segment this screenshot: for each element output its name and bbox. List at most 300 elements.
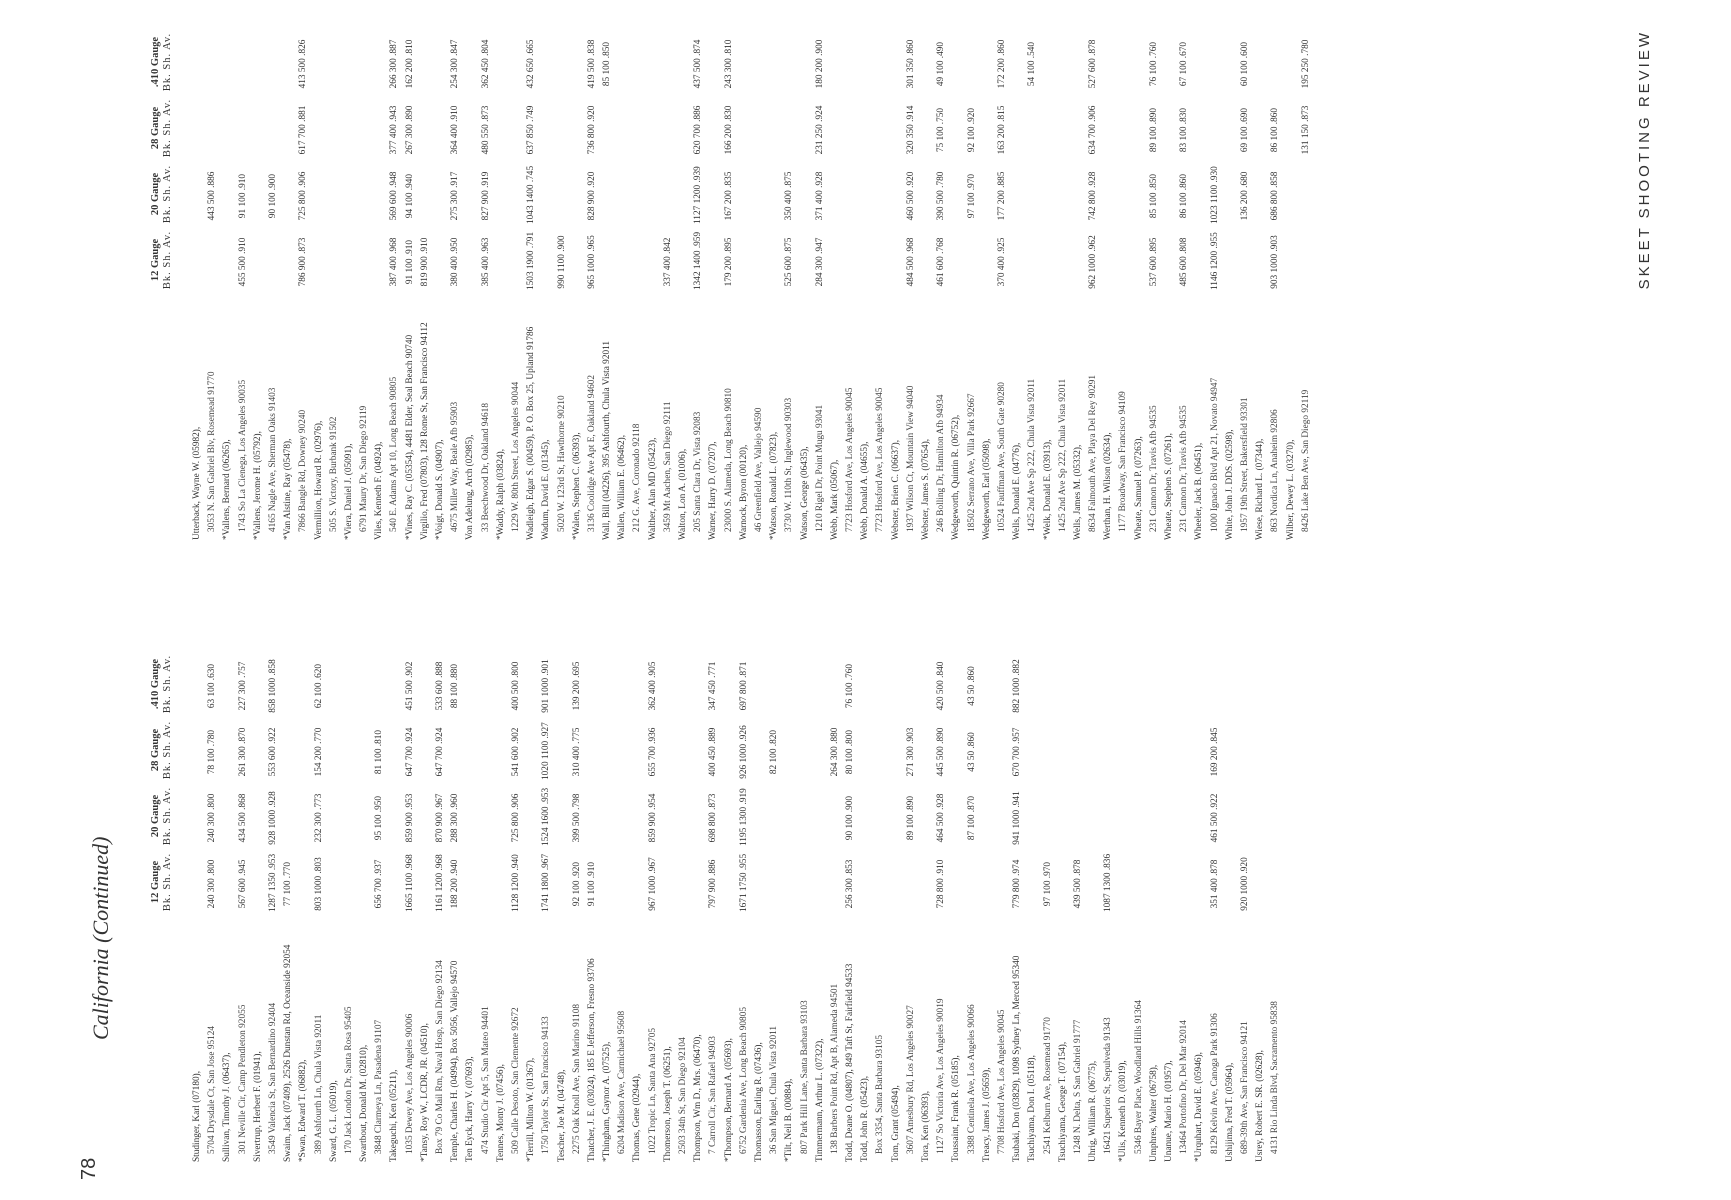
entry-address-row — [1268, 642, 1283, 1162]
entry-name-row — [615, 20, 630, 540]
shooter-address: 18502 Serrano Ave, Villa Park 92667 — [966, 393, 977, 532]
entry-address-row — [904, 642, 919, 1162]
shooter-name: Sullivan, Timothy J. (06437), — [222, 1052, 233, 1162]
entry-address-row — [327, 20, 342, 540]
shooter-address: 46 Greenfield Ave, Vallejo 94590 — [753, 407, 764, 532]
shooter-address: 2503 34th St, San Diego 92104 — [678, 1037, 688, 1154]
score-20-gauge: 698 800 .873 — [708, 793, 719, 843]
shooter-name: Temple, Charles H. (04994), Box 5056, Vallejo 94570 — [450, 960, 461, 1162]
score-12-gauge: 990 1100 .900 — [556, 235, 567, 289]
entry-address-row — [813, 20, 828, 540]
entry-address-row — [965, 20, 980, 540]
right-rows — [190, 20, 1314, 540]
shooter-name: Virgilio, Fred (07803), 128 Rome St, San Francisco 94112 — [419, 322, 430, 540]
score-20-gauge: 275 300 .917 — [450, 171, 461, 221]
score-20-gauge: 232 300 .773 — [313, 793, 324, 843]
entry-name-row — [1253, 642, 1268, 1162]
entry-name-row — [1056, 642, 1071, 1162]
shooter-name: Todd, John R. (05423), — [860, 1075, 871, 1162]
shooter-address: 2541 Kelburn Ave, Rosemead 91770 — [1042, 1017, 1053, 1154]
entry-address-row — [706, 642, 721, 1162]
shooter-name: Ten Eyck, Harry V. (07693), — [465, 1056, 476, 1162]
shooter-address: 1750 Taylor St, San Francisco 94133 — [541, 1016, 552, 1154]
score-20-gauge: 94 100 .940 — [404, 173, 415, 219]
score-20-gauge: 1524 1600 .953 — [541, 787, 552, 846]
entry-name-row — [722, 642, 737, 1162]
shooter-address: 1743 So La Cienega, Los Angeles 90035 — [237, 379, 248, 532]
score-410-gauge: 43 50 .860 — [966, 666, 977, 706]
score-12-gauge: 351 400 .878 — [1209, 859, 1220, 909]
score-28-gauge: 1020 1100 .927 — [541, 722, 552, 780]
shooter-name: Studinger, Karl (07180), — [192, 1070, 202, 1162]
shooter-address: 1000 Ignacio Blvd Apt 21, Novato 94947 — [1209, 377, 1220, 532]
score-410-gauge: 533 600 .888 — [435, 661, 445, 711]
entry-name-row — [600, 20, 615, 540]
score-28-gauge: 154 200 .770 — [313, 727, 324, 777]
entry-name-row — [1071, 20, 1086, 540]
entry-name-row — [1192, 642, 1207, 1162]
shooter-name: Sivertrup, Herbert F. (01941), — [252, 1051, 263, 1162]
entry-address-row — [615, 642, 630, 1162]
score-410-gauge: 419 500 .838 — [586, 39, 597, 89]
entry-address-row — [661, 20, 676, 540]
score-410-gauge: 162 200 .810 — [404, 39, 415, 89]
entry-address-row — [843, 20, 858, 540]
entry-name-row — [418, 20, 433, 540]
shooter-address: 3549 Valencia St, San Bernardino 92404 — [267, 1002, 278, 1154]
shooter-name: Thompson, Wm D., Mrs. (06470), — [693, 1034, 704, 1162]
entry-address-row — [798, 642, 813, 1162]
score-20-gauge: 870 900 .967 — [435, 793, 445, 843]
shooter-address: 689-39th Ave, San Francisco 94121 — [1239, 1021, 1250, 1154]
entry-address-row — [1238, 642, 1253, 1162]
shooter-address: 36 San Miguel, Chula Vista 92011 — [769, 1025, 780, 1154]
score-410-gauge: 54 100 .540 — [1027, 41, 1038, 87]
score-28-gauge: 261 300 .870 — [237, 727, 248, 777]
entry-name-row — [585, 642, 600, 1162]
entry-name-row — [752, 642, 767, 1162]
entry-address-row — [691, 20, 706, 540]
entry-name-row — [524, 20, 539, 540]
shooter-name: Tsuchiyama, Don I. (05118), — [1027, 1055, 1038, 1162]
score-20-gauge: 434 500 .868 — [237, 793, 248, 843]
entry-address-row — [782, 20, 797, 540]
entry-address-row — [1116, 20, 1131, 540]
score-410-gauge: 901 1000 .901 — [541, 659, 552, 713]
shooter-name: *Van Alstine, Ray (05478), — [283, 438, 294, 540]
entry-name-row — [949, 20, 964, 540]
header-20-gauge: 20 Gauge Bk. Sh. Av. — [150, 786, 173, 846]
entry-name-row — [1116, 642, 1131, 1162]
entry-name-row — [494, 642, 509, 1162]
shooter-address: 3848 Clarmeya Ln, Pasadena 91107 — [374, 1019, 385, 1154]
shooter-name: Timmermann, Arthur L. (07322), — [814, 1038, 825, 1162]
score-12-gauge: 786 900 .873 — [298, 237, 309, 287]
shooter-address: 3459 Mt Aachen, San Diego 92111 — [662, 401, 673, 532]
shooter-name: Tsuchiyama, George T. (07154), — [1057, 1041, 1068, 1162]
entry-name-row — [418, 642, 433, 1162]
score-12-gauge: 537 600 .895 — [1148, 237, 1159, 287]
score-12-gauge: 797 900 .886 — [708, 859, 719, 909]
entry-name-row — [190, 20, 205, 540]
entry-name-row — [403, 20, 418, 540]
score-12-gauge: 240 300 .800 — [207, 859, 218, 909]
score-12-gauge: 455 500 .910 — [237, 237, 248, 287]
entry-address-row — [1025, 20, 1040, 540]
score-12-gauge: 819 900 .910 — [419, 237, 430, 287]
score-410-gauge: 85 100 .850 — [602, 41, 613, 87]
shooter-name: Tora, Ken (06393), — [921, 1090, 931, 1162]
entry-address-row — [1177, 20, 1192, 540]
shooter-name: *Welk, Donald E. (03913), — [1042, 439, 1053, 540]
score-20-gauge: 1043 1400 .745 — [526, 165, 537, 224]
shooter-name: *Watson, Ronald L. (07823), — [769, 431, 780, 540]
shooter-address: 4675 Miller Way, Beale Afb 95903 — [450, 401, 461, 532]
entry-name-row — [1025, 642, 1040, 1162]
score-20-gauge: 828 900 .920 — [586, 171, 597, 221]
entry-name-row — [433, 20, 448, 540]
score-20-gauge: 91 100 .910 — [237, 173, 248, 219]
shooter-address: 10524 Fauffman Ave, South Gate 90280 — [996, 382, 1007, 532]
score-20-gauge: 85 100 .850 — [1148, 173, 1159, 219]
score-12-gauge: 728 800 .910 — [936, 859, 947, 909]
score-20-gauge: 97 100 .970 — [966, 173, 977, 219]
shooter-name: Sward, G. L. (05019), — [328, 1080, 339, 1162]
score-410-gauge: 527 600 .878 — [1088, 39, 1099, 89]
score-20-gauge: 90 100 .900 — [845, 795, 856, 841]
score-12-gauge: 1128 1200 .940 — [510, 854, 521, 912]
score-12-gauge: 1161 1200 .968 — [435, 854, 445, 912]
score-20-gauge: 464 500 .928 — [936, 793, 947, 843]
score-28-gauge: 92 100 .920 — [966, 107, 977, 153]
shooter-address: 8634 Falmouth Ave, Playa Del Rey 90291 — [1088, 374, 1099, 532]
entry-name-row — [372, 20, 387, 540]
score-12-gauge: 256 300 .853 — [845, 859, 856, 909]
entry-name-row — [782, 642, 797, 1162]
score-20-gauge: 443 500 .886 — [207, 171, 218, 221]
score-20-gauge: 725 800 .906 — [298, 171, 309, 221]
entry-address-row — [387, 20, 402, 540]
score-20-gauge: 742 800 .928 — [1088, 171, 1099, 221]
score-28-gauge: 670 700 .957 — [1012, 727, 1023, 777]
score-20-gauge: 859 900 .954 — [647, 793, 658, 843]
entry-name-row — [889, 642, 904, 1162]
score-20-gauge: 95 100 .950 — [374, 795, 385, 841]
score-12-gauge: 188 200 .940 — [450, 859, 461, 909]
score-12-gauge: 91 100 .910 — [586, 861, 597, 907]
entry-name-row — [1162, 20, 1177, 540]
entry-name-row — [251, 642, 266, 1162]
shooter-address: 1177 Broadway, San Francisco 94109 — [1118, 391, 1129, 532]
entry-address-row — [372, 642, 387, 1162]
score-20-gauge: 90 100 .900 — [267, 173, 278, 219]
score-28-gauge: 736 800 .920 — [586, 105, 597, 155]
shooter-address: 1425 2nd Ave Sp 222, Chula Vista 92011 — [1027, 378, 1038, 532]
shooter-name: Wheeler, Jack B. (06451), — [1194, 442, 1205, 540]
score-12-gauge: 77 100 .770 — [283, 861, 294, 907]
shooter-name: *Voigt, Donald S. (04907), — [435, 439, 445, 540]
entry-name-row — [767, 20, 782, 540]
shooter-address: 509 Calle Desoto, San Clemente 92672 — [510, 1007, 521, 1154]
shooter-address: 389 Ashfourth Ln, Chula Vista 92011 — [313, 1014, 324, 1154]
score-12-gauge: 1741 1800 .967 — [541, 853, 552, 912]
entry-name-row — [828, 20, 843, 540]
shooter-address: 1210 Rigel Dr, Point Mugu 93041 — [814, 404, 825, 532]
shooter-name: Tescher, Joe M. (04748), — [556, 1069, 567, 1162]
entry-address-row — [1208, 20, 1223, 540]
entry-name-row — [190, 642, 205, 1162]
column-headers — [150, 20, 184, 540]
shooter-name: Werthan, H. Wilson (02634), — [1103, 432, 1114, 540]
shooter-name: *Vallens, Bernard (06265), — [222, 439, 233, 540]
page-number: 78 — [78, 1157, 100, 1180]
entry-name-row — [919, 20, 934, 540]
entry-name-row — [661, 642, 676, 1162]
shooter-name: Tom, Grant (05494), — [890, 1085, 901, 1162]
entry-name-row — [646, 20, 661, 540]
entry-name-row — [463, 642, 478, 1162]
score-12-gauge: 97 100 .970 — [1042, 861, 1053, 907]
score-12-gauge: 1671 1750 .955 — [738, 853, 749, 912]
entry-name-row — [1223, 642, 1238, 1162]
score-28-gauge: 926 1000 .926 — [738, 725, 749, 779]
shooter-address: 1248 N. Delta, S San Gabriel 91777 — [1072, 1019, 1083, 1154]
entry-address-row — [1056, 20, 1071, 540]
shooter-name: *Vines, Ray C. (05354), 4481 Elder, Seal Beach 90740 — [404, 334, 415, 540]
shooter-name: Watson, George (06435), — [799, 446, 810, 540]
shooter-address: 1425 2nd Ave Sp 222, Chula Vista 92011 — [1057, 378, 1068, 532]
score-28-gauge: 647 700 .924 — [404, 727, 415, 777]
entry-name-row — [919, 642, 934, 1162]
shooter-address: 8426 Lake Ben Ave, San Diego 92119 — [1300, 389, 1311, 532]
entry-name-row — [889, 20, 904, 540]
header-28-gauge: 28 Gauge Bk. Sh. Av. — [150, 720, 173, 780]
shooter-name: Webster, James S. (07654), — [921, 438, 931, 540]
entry-name-row — [281, 20, 296, 540]
score-410-gauge: 243 300 .810 — [723, 39, 734, 89]
entry-name-row — [813, 642, 828, 1162]
shooter-address: 231 Cannon Dr, Travis Afb 94535 — [1179, 405, 1190, 532]
shooter-address: 7866 Bangle Rd, Downey 90240 — [298, 409, 309, 532]
score-410-gauge: 63 100 .630 — [207, 663, 218, 709]
score-410-gauge: 180 200 .900 — [814, 39, 825, 89]
score-410-gauge: 76 100 .760 — [845, 663, 856, 709]
shooter-address: 205 Santa Clara Dr, Vista 92083 — [693, 411, 704, 532]
entry-name-row — [570, 20, 585, 540]
score-12-gauge: 179 200 .895 — [723, 237, 734, 287]
header-12-gauge: 12 Gauge Bk. Sh. Av. — [150, 230, 173, 290]
entry-name-row — [539, 20, 554, 540]
score-28-gauge: 163 200 .815 — [996, 105, 1007, 155]
entry-address-row — [934, 20, 949, 540]
shooter-name: Von Adelung, Arch (02985), — [465, 434, 476, 540]
score-28-gauge: 69 100 .690 — [1239, 107, 1250, 153]
score-12-gauge: 656 700 .937 — [374, 859, 385, 909]
shooter-name: *Thingham, Gaynor A. (07525), — [602, 1041, 613, 1162]
entry-address-row — [296, 20, 311, 540]
entry-address-row — [570, 642, 585, 1162]
shooter-address: 138 Barbers Point Rd, Apt B, Alameda 94501 — [829, 983, 840, 1154]
score-12-gauge: 484 500 .968 — [905, 237, 916, 287]
entry-name-row — [691, 642, 706, 1162]
shooter-name: Uhrig, William R. (06775), — [1088, 1060, 1099, 1162]
shooter-address: 1035 Dewey Ave, Los Angeles 90006 — [404, 1013, 415, 1154]
entry-address-row — [357, 20, 372, 540]
shooter-name: Walther, Alan MD (05423), — [647, 437, 658, 540]
shooter-name: Wells, James M. (05332), — [1072, 444, 1083, 540]
score-12-gauge: 92 100 .920 — [571, 861, 582, 907]
entry-address-row — [1238, 20, 1253, 540]
shooter-name: Tennes, Monty J. (07456), — [495, 1064, 506, 1162]
entry-name-row — [1147, 642, 1162, 1162]
shooter-address: 33 Beechwood Dr, Oakland 94618 — [480, 403, 491, 532]
entry-address-row — [509, 642, 524, 1162]
entry-name-row — [1132, 20, 1147, 540]
entry-name-row — [1086, 642, 1101, 1162]
shooter-address: 1022 Tropic Ln, Santa Ana 92705 — [647, 1027, 658, 1154]
entry-name-row — [676, 20, 691, 540]
entry-name-row — [600, 642, 615, 1162]
score-410-gauge: 451 500 .902 — [404, 661, 415, 711]
shooter-name: Thomasson, Earling R. (07436), — [753, 1042, 764, 1162]
score-28-gauge: 445 500 .890 — [936, 727, 947, 777]
entry-address-row — [1299, 20, 1314, 540]
shooter-address: 7723 Hosford Ave, Los Angeles 90045 — [875, 387, 886, 532]
score-12-gauge: 965 1000 .965 — [586, 235, 597, 289]
entry-address-row — [236, 642, 251, 1162]
score-20-gauge: 859 900 .953 — [404, 793, 415, 843]
score-20-gauge: 460 500 .920 — [905, 171, 916, 221]
entry-name-row — [342, 20, 357, 540]
column-headers — [150, 642, 184, 1162]
score-28-gauge: 267 300 .890 — [404, 105, 415, 155]
score-28-gauge: 541 600 .902 — [510, 727, 521, 777]
score-28-gauge: 75 100 .750 — [936, 107, 947, 153]
entry-name-row — [1010, 20, 1025, 540]
score-12-gauge: 380 400 .950 — [450, 237, 461, 287]
header-28-gauge: 28 Gauge Bk. Sh. Av. — [150, 98, 173, 158]
score-410-gauge: 882 1000 .882 — [1012, 659, 1023, 713]
score-12-gauge: 567 600 .945 — [237, 859, 248, 909]
entry-address-row — [1071, 642, 1086, 1162]
shooter-address: 16421 Superior St, Sepulveda 91343 — [1103, 1017, 1114, 1154]
score-12-gauge: 1146 1200 .955 — [1209, 232, 1220, 290]
entry-name-row — [357, 642, 372, 1162]
entry-name-row — [555, 642, 570, 1162]
score-28-gauge: 131 150 .873 — [1300, 105, 1311, 155]
entry-address-row — [433, 642, 448, 1162]
entry-address-row — [312, 642, 327, 1162]
shooter-name: Takeguchi, Ken (05211), — [389, 1069, 400, 1162]
score-12-gauge: 337 400 .842 — [662, 237, 673, 287]
shooter-name: *Vallens, Jerome H. (05792), — [252, 431, 263, 540]
entry-name-row — [220, 642, 235, 1162]
shooter-address: 5020 W. 123rd St, Hawthorne 90210 — [556, 395, 567, 532]
score-12-gauge: 387 400 .968 — [389, 237, 400, 287]
shooter-address: 246 Bolling Dr, Hamilton Afb 94934 — [936, 394, 947, 532]
score-28-gauge: 81 100 .810 — [374, 729, 385, 775]
shooter-address: 863 Nordica Ln, Anaheim 92806 — [1270, 409, 1281, 532]
shooter-address: 1127 So Victoria Ave, Los Angeles 90019 — [936, 998, 947, 1154]
entry-address-row — [873, 20, 888, 540]
entry-address-row — [555, 20, 570, 540]
shooter-name: Wheate, Stephen S. (07261), — [1164, 433, 1174, 540]
entry-name-row — [1101, 20, 1116, 540]
entry-name-row — [1284, 20, 1299, 540]
shooter-name: Umphres, Walter (06758), — [1148, 1064, 1159, 1162]
shooter-name: *Urquhart, David E. (05946), — [1194, 1052, 1205, 1162]
shooter-name: Ushijima, Fred T. (05964), — [1224, 1062, 1235, 1162]
entry-address-row — [236, 20, 251, 540]
shooter-name: Thatcher, J. E. (03024), 185 E Jefferson, Fresno 93706 — [586, 958, 597, 1162]
shooter-address: 6752 Gardenia Ave, Long Beach 90805 — [738, 1007, 749, 1154]
score-410-gauge: 76 100 .760 — [1148, 41, 1159, 87]
entry-name-row — [1253, 20, 1268, 540]
entry-address-row — [646, 642, 661, 1162]
shooter-name: Warner, Harry D. (07207), — [708, 441, 719, 540]
shooter-address: 4165 Nagle Ave, Sherman Oaks 91403 — [267, 387, 278, 532]
entry-address-row — [828, 642, 843, 1162]
entry-name-row — [1192, 20, 1207, 540]
entry-address-row — [1101, 642, 1116, 1162]
entry-name-row — [630, 642, 645, 1162]
score-20-gauge: 461 500 .922 — [1209, 793, 1220, 843]
score-20-gauge: 1127 1200 .939 — [693, 166, 704, 224]
entry-name-row — [327, 642, 342, 1162]
score-28-gauge: 264 300 .880 — [829, 727, 840, 777]
score-20-gauge: 86 100 .860 — [1179, 173, 1190, 219]
score-12-gauge: 439 500 .878 — [1072, 859, 1083, 909]
shooter-name: Webb, Mark (05067), — [829, 459, 840, 540]
section-title: California (Continued) — [88, 836, 113, 1040]
score-20-gauge: 827 900 .919 — [480, 171, 491, 221]
entry-name-row — [798, 20, 813, 540]
score-410-gauge: 362 450 .804 — [480, 39, 491, 89]
score-12-gauge: 485 600 .808 — [1179, 237, 1190, 287]
score-12-gauge: 525 600 .875 — [784, 237, 795, 287]
score-410-gauge: 88 100 .880 — [450, 663, 461, 709]
shooter-name: *Thompson, Bernard A. (05693), — [723, 1038, 734, 1162]
shooter-address: 301 Neville Cir, Camp Pendleton 92055 — [237, 1004, 248, 1154]
score-410-gauge: 301 350 .860 — [905, 39, 916, 89]
entry-name-row — [1041, 20, 1056, 540]
shooter-name: Toussaint, Frank R. (05185), — [951, 1055, 962, 1162]
shooter-address: 3730 W. 110th St, Inglewood 90303 — [784, 397, 795, 532]
score-12-gauge: 779 800 .974 — [1012, 859, 1023, 909]
entry-address-row — [479, 642, 494, 1162]
score-20-gauge: 136 200 .680 — [1239, 171, 1250, 221]
score-28-gauge: 553 600 .922 — [267, 727, 278, 777]
entry-name-row — [312, 20, 327, 540]
shooter-name: *Ulis, Kenneth D. (03019), — [1118, 1060, 1129, 1162]
shooter-address: 1937 Wilson Ct, Mountain View 94040 — [905, 385, 916, 532]
shooter-name: *Waddy, Ralph (03824), — [495, 448, 506, 540]
score-28-gauge: 83 100 .830 — [1179, 107, 1190, 153]
shooter-address: 7708 Hosford Ave, Los Angeles 90045 — [996, 1009, 1007, 1154]
shooter-name: Tsubaki, Don (03829), 1098 Sydney Ln, Merced 95340 — [1012, 955, 1023, 1162]
score-12-gauge: 1342 1400 .959 — [693, 231, 704, 290]
shooter-address: Box 3354, Santa Barbara 93105 — [875, 1034, 886, 1154]
score-28-gauge: 377 400 .943 — [389, 105, 400, 155]
entry-address-row — [904, 20, 919, 540]
entry-name-row — [524, 642, 539, 1162]
shooter-address: 13464 Portofino Dr, Del Mar 92014 — [1179, 1020, 1190, 1154]
entry-name-row — [448, 642, 463, 1162]
score-28-gauge: 78 100 .780 — [207, 729, 218, 775]
score-28-gauge: 166 200 .830 — [723, 105, 734, 155]
shooter-name: Walton, Lon A. (01006), — [678, 448, 688, 540]
shooter-name: *Swan, Edward T. (06882), — [298, 1059, 309, 1162]
